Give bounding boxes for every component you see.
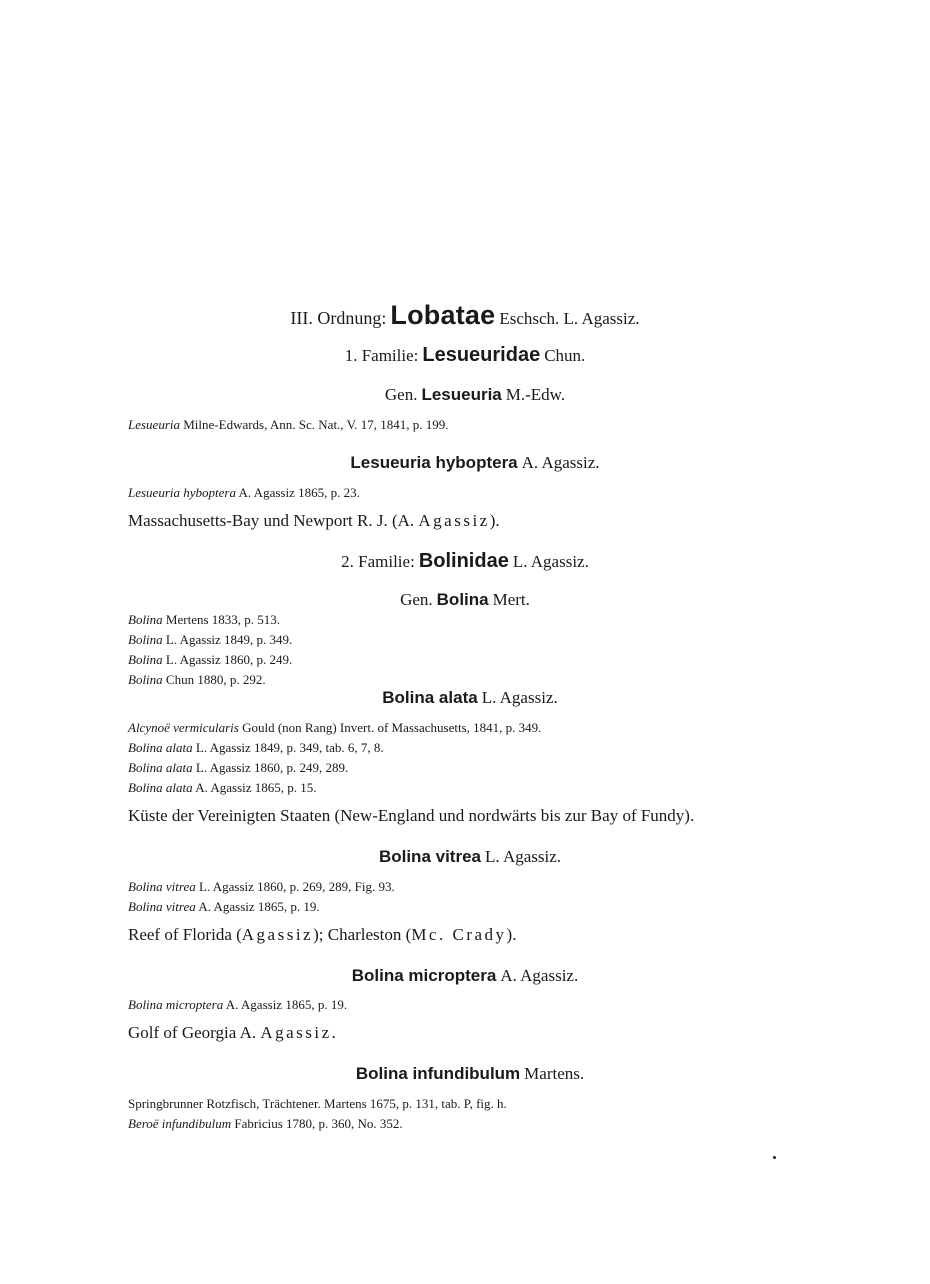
- species-name: Bolina alata: [382, 688, 478, 707]
- reference-text: Fabricius 1780, p. 360, No. 352.: [234, 1116, 403, 1131]
- reference-line: [128, 879, 395, 895]
- reference-line: [128, 417, 449, 433]
- family-heading-bolinidae: [0, 550, 930, 573]
- reference-taxon: Bolina: [128, 672, 163, 687]
- locality-author: Agassiz.: [260, 1023, 339, 1042]
- reference-taxon: Bolina alata: [128, 780, 193, 795]
- reference-text: Gould (non Rang) Invert. of Massachusetts, 1841, p. 349.: [242, 720, 542, 735]
- reference-line: [128, 1116, 403, 1132]
- genus-name: Lesueuria: [421, 385, 502, 404]
- reference-taxon: Lesueuria hyboptera: [128, 485, 236, 500]
- family-prefix: 1. Familie:: [344, 346, 419, 365]
- family-authority: Chun.: [544, 346, 586, 365]
- reference-text: A. Agassiz 1865, p. 15.: [195, 780, 317, 795]
- family-prefix: 2. Familie:: [341, 552, 415, 571]
- reference-taxon: Bolina vitrea: [128, 879, 196, 894]
- locality-text: Golf of Georgia A.: [128, 1023, 257, 1042]
- locality-line: [128, 925, 516, 945]
- reference-text: A. Agassiz 1865, p. 19.: [198, 899, 320, 914]
- species-heading-bolina-alata: [0, 688, 930, 708]
- species-name: Bolina microptera: [351, 966, 497, 985]
- reference-line: [128, 740, 384, 756]
- ink-speck: [773, 1156, 776, 1159]
- genus-authority: M.-Edw.: [505, 385, 566, 404]
- reference-text: L. Agassiz 1849, p. 349, tab. 6, 7, 8.: [195, 740, 384, 755]
- reference-text: Chun 1880, p. 292.: [165, 672, 266, 687]
- reference-taxon: Beroë infundibulum: [128, 1116, 232, 1131]
- locality-author: Agassiz: [418, 511, 490, 530]
- genus-heading-bolina: [0, 590, 930, 610]
- locality-author: Mc. Crady: [411, 925, 507, 944]
- species-heading-lesueuria-hyboptera: [0, 453, 930, 473]
- locality-line: [128, 511, 500, 531]
- reference-line: [128, 760, 348, 776]
- reference-line: [128, 612, 280, 628]
- locality-line: [128, 806, 694, 826]
- genus-prefix: Gen.: [400, 590, 433, 609]
- species-authority: Martens.: [524, 1064, 585, 1083]
- reference-line: [128, 672, 266, 688]
- reference-taxon: Alcynoë vermicularis: [128, 720, 239, 735]
- species-heading-bolina-vitrea: [0, 847, 930, 867]
- reference-taxon: Bolina: [128, 612, 163, 627]
- locality-end: ).: [489, 511, 500, 530]
- reference-line: [128, 997, 347, 1013]
- reference-taxon: Bolina vitrea: [128, 899, 196, 914]
- reference-line: [128, 632, 292, 648]
- reference-taxon: Bolina alata: [128, 760, 193, 775]
- genus-prefix: Gen.: [384, 385, 418, 404]
- species-authority: A. Agassiz.: [500, 966, 579, 985]
- reference-text: Milne-Edwards, Ann. Sc. Nat., V. 17, 1841, p. 199.: [183, 417, 449, 432]
- locality-line: [128, 1023, 338, 1043]
- reference-text: A. Agassiz 1865, p. 19.: [225, 997, 348, 1012]
- species-name: Lesueuria hyboptera: [350, 453, 518, 472]
- reference-taxon: Bolina: [128, 652, 163, 667]
- family-authority: L. Agassiz.: [512, 552, 589, 571]
- locality-end: ).: [506, 925, 517, 944]
- species-heading-bolina-microptera: [0, 966, 930, 986]
- locality-author: Agassiz: [241, 925, 314, 944]
- genus-heading-lesueuria: [0, 385, 930, 405]
- species-authority: L. Agassiz.: [481, 688, 558, 707]
- order-heading: [0, 300, 930, 331]
- species-name: Bolina infundibulum: [355, 1064, 521, 1083]
- reference-taxon: Bolina: [128, 632, 163, 647]
- reference-taxon: Lesueuria: [128, 417, 180, 432]
- reference-line: [128, 780, 317, 796]
- reference-line: [128, 652, 292, 668]
- reference-taxon: Bolina alata: [128, 740, 193, 755]
- reference-line: [128, 1096, 507, 1112]
- locality-text: ); Charleston (: [313, 925, 412, 944]
- genus-name: Bolina: [436, 590, 489, 609]
- reference-line: [128, 899, 320, 915]
- locality-text: Küste der Vereinigten Staaten (New-England und nordwärts bis zur Bay of Fundy).: [128, 806, 695, 825]
- locality-text: Reef of Florida (: [128, 925, 242, 944]
- reference-text: Springbrunner Rotzfisch, Trächtener. Martens 1675, p. 131, tab. P, fig. h.: [128, 1096, 507, 1111]
- family-name: Lesueuridae: [422, 344, 541, 366]
- order-name: Lobatae: [390, 300, 496, 330]
- genus-authority: Mert.: [492, 590, 530, 609]
- family-name: Bolinidae: [418, 550, 509, 572]
- order-authority: Eschsch. L. Agassiz.: [499, 309, 640, 328]
- reference-line: [128, 720, 541, 736]
- reference-text: L. Agassiz 1849, p. 349.: [165, 632, 293, 647]
- reference-text: L. Agassiz 1860, p. 269, 289, Fig. 93.: [199, 879, 395, 894]
- family-heading-lesueuridae: [0, 344, 930, 367]
- reference-taxon: Bolina microptera: [128, 997, 224, 1012]
- reference-text: L. Agassiz 1860, p. 249, 289.: [195, 760, 349, 775]
- reference-text: Mertens 1833, p. 513.: [165, 612, 281, 627]
- species-heading-bolina-infundibulum: [0, 1064, 930, 1084]
- reference-line: [128, 485, 360, 501]
- species-name: Bolina vitrea: [378, 847, 481, 866]
- locality-text: Massachusetts-Bay und Newport R. J. (A.: [128, 511, 415, 530]
- reference-text: A. Agassiz 1865, p. 23.: [238, 485, 360, 500]
- species-authority: L. Agassiz.: [485, 847, 562, 866]
- species-authority: A. Agassiz.: [521, 453, 600, 472]
- reference-text: L. Agassiz 1860, p. 249.: [165, 652, 293, 667]
- order-prefix: III. Ordnung:: [290, 308, 387, 328]
